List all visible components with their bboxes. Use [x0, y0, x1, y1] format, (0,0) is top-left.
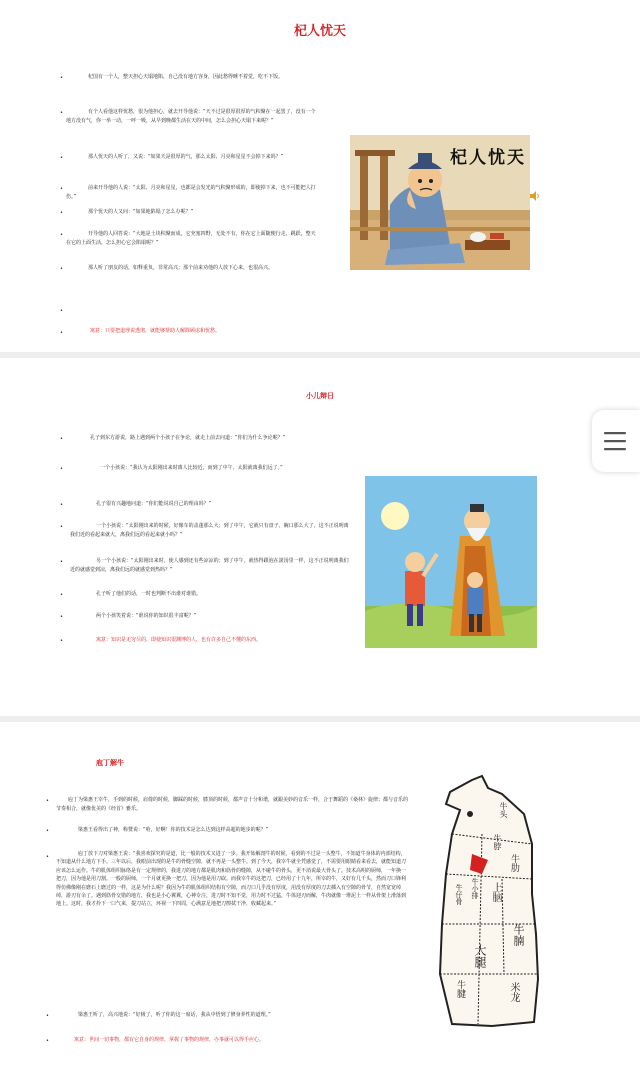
- paragraph: 一个小孩说：“我认为太阳刚出来时离人比较近，而到了中午，太阳就离我们远了。”: [100, 465, 283, 471]
- cow-label: 牛头: [499, 802, 508, 818]
- bullet: •: [60, 436, 63, 442]
- cow-diagram: [432, 774, 544, 1036]
- menu-icon: [592, 410, 640, 472]
- bullet: •: [46, 828, 49, 834]
- bullet: •: [60, 232, 63, 238]
- paragraph: 另一个小孩说：“太阳刚出来时，使人感到还有些凉凉的；到了中午，就热得跟泡在滚汤里一样，这不正说明离我们近的就感觉到凉，离我们远的就感觉到热吗？”: [70, 558, 349, 573]
- bullet: •: [60, 266, 63, 272]
- bullet: •: [46, 1013, 49, 1019]
- cow-label: 牛小排: [471, 878, 479, 899]
- cow-label: 米龙: [508, 982, 519, 1002]
- cow-label: 牛仔骨: [455, 884, 463, 905]
- bullet: •: [60, 592, 63, 598]
- cow-label: 牛腩: [512, 924, 525, 946]
- bullet: •: [60, 466, 63, 472]
- bullet: •: [60, 186, 63, 192]
- illustration-worried-man: [350, 135, 530, 270]
- bullet: •: [60, 638, 63, 644]
- paragraph: 一个小孩说：“太阳刚出来的时候，好像车的盖蓬那么大；到了中午，它就只有盘子、碗口那么大了，这不正说明离我们近的看起来就大，离我们远的看起来就小吗？”: [70, 523, 349, 538]
- paragraph: 孔子很有兴趣地问道：“你们能说说自己的理由吗？”: [96, 501, 212, 507]
- paragraph: 那人忧天的人听了，又说：“如果天是很厚的气，那么太阳、月亮和星星不会掉下来吗？”: [88, 154, 284, 160]
- bullet: •: [60, 75, 63, 81]
- bullet: •: [60, 559, 63, 565]
- paragraph: 孔子到东方游说，路上遇到两个小孩子在争论，就走上前去问道：“你们为什么争论呢？”: [90, 435, 286, 441]
- bullet: •: [46, 854, 49, 860]
- paragraph: 两个小孩笑着说：“谁说你的知识很丰富呢？”: [96, 613, 197, 619]
- bullet: •: [46, 798, 49, 804]
- cow-label: 牛肋: [509, 854, 519, 872]
- bullet: •: [60, 330, 63, 336]
- slide-title: 庖丁解牛: [96, 759, 124, 767]
- bullet: •: [60, 210, 63, 216]
- cow-label: 大腿: [473, 944, 487, 968]
- paragraph: 梁惠王看得出了神，称赞说：“哈，好啊！你的技术是怎么达到这样高超的地步的呢？”: [78, 827, 269, 833]
- cow-label: 上脑: [490, 882, 501, 902]
- bullet: •: [60, 614, 63, 620]
- bullet: •: [60, 155, 63, 161]
- bullet: •: [60, 308, 63, 314]
- paragraph: 杞国有一个人，整天担心天塌地陷，自己没有地方容身，因此愁得睡不着觉，吃不下饭。: [88, 74, 284, 80]
- paragraph: 庖丁为梁惠王宰牛，手到的时候，肩倚的时候，脚踩的时候，膝顶的时候，都声音十分和谐，就跟美妙的音乐一样，合于舞蹈的《桑林》旋律；都与音乐的节奏相合，就像优美的《经首》雅乐。: [56, 797, 409, 812]
- bullet: •: [60, 110, 63, 116]
- paragraph: 那个忧天的人又问：“如果地陷塌了怎么办呢？”: [88, 209, 194, 215]
- bullet: •: [60, 524, 63, 530]
- paragraph: 梁惠王听了，高兴地说：“好极了，听了你的这一席话，我从中悟到了修身养性的道理。”: [78, 1012, 271, 1018]
- moral-text: 寓意：知识是无穷尽的，即使知识很渊博的人，也有许多自己不懂的东西。: [96, 637, 262, 643]
- illustration-confucius-children: [365, 476, 537, 648]
- paragraph: 前来开导他的人说：“太阳、月亮和星星，也都是会发光的气积聚形成的，即使掉下来，也不可能把人打伤。”: [66, 185, 316, 200]
- cow-label: 牛腱: [455, 980, 465, 998]
- slide-title: 小儿辩日: [306, 392, 334, 400]
- slide-qi-ren-you-tian: [0, 0, 640, 352]
- bullet: •: [46, 1038, 49, 1044]
- bullet: •: [60, 502, 63, 508]
- slide-title: 杞人忧天: [293, 24, 346, 39]
- cow-label: 牛脖: [493, 834, 502, 850]
- paragraph: 开导他的人回答说：“大地是土块积聚而成，它充塞四野，无处不有，你在它上面随便行走、跳跃，整天在它的上面生活，怎么担心它会陷塌呢？”: [66, 231, 316, 246]
- paragraph: 庖丁放下刀对梁惠王说：“我喜欢探究的是道，比一般的技术又进了一步。我开始解剖牛的时候，看到的不过是一头整牛，不知道牛身体的内部结构，不知道从什么地方下手。三年以后，我眼前出现的是牛的骨缝空隙，就不再是一头整牛。到了今天，我宰牛就全凭感觉了，不需要用眼睛看来看去，就能知道刀应该怎么运作。牛的肌体组织脉络是有一定规律的，我进刀的地方都是肌肉和筋骨的缝隙，从不碰牛的骨头，更不消说最大骨头了。技术高明的厨师，一年换一把刀，因为他是用刀割。一般的厨师，一个月就更换一把刀，因为他是用刀砍。而我宰牛的这把刀，已经用了十九年，所宰的牛，又好有几千头，然而刀口锋利得仿佛像刚在磨石上磨过的一样，这是为什么呢？我因为牛的肌体组织结构有空隙，而刀口几乎没有厚度，用没有厚度的刀去插入有空隙的骨节，自然宽宽绰绰，游刃有余了。遇到筋骨交错的地方，我也是小心翼翼，心神专注，进刀时不知不觉，用力时不过猛，牛体迎刃而解，牛肉就像一堆泥土一样从骨架上滑落到地上。这时，我才拎下一口气来，提刀站立，环视一下四周，心满意足地把刀擦拭干净，收藏起来。”: [56, 851, 407, 908]
- side-menu-button[interactable]: [592, 410, 640, 472]
- slide-pao-ding-jie-niu: [0, 722, 640, 1081]
- moral-text: 寓意：世间一切事物，都有它自身的规律，掌握了事物的规律，办事就可以得手应心。: [74, 1037, 265, 1043]
- moral-text: 寓意：只要把道理说透彻，就能够帮助人解除顾虑和忧愁。: [90, 328, 221, 334]
- paragraph: 那人听了朋友的话，如释重负，非常高兴；那个前来劝他的人放下心来，也很高兴。: [88, 265, 274, 271]
- slide-xiao-er-bian-ri: [0, 358, 640, 716]
- illustration-caption: 杞人忧天: [450, 148, 526, 168]
- speaker-icon[interactable]: [529, 186, 541, 196]
- paragraph: 有个人看他这样忧愁，很为他担心，就去开导他说：“天不过是很厚很厚的气积聚在一起罢了，没有一个地方没有气，你一举一动，一呼一吸，从早到晚都生活在天的中间，怎么会担心天塌下来呢？”: [66, 109, 316, 124]
- paragraph: 孔子听了他们的话，一时也判断不出谁对谁错。: [96, 591, 202, 597]
